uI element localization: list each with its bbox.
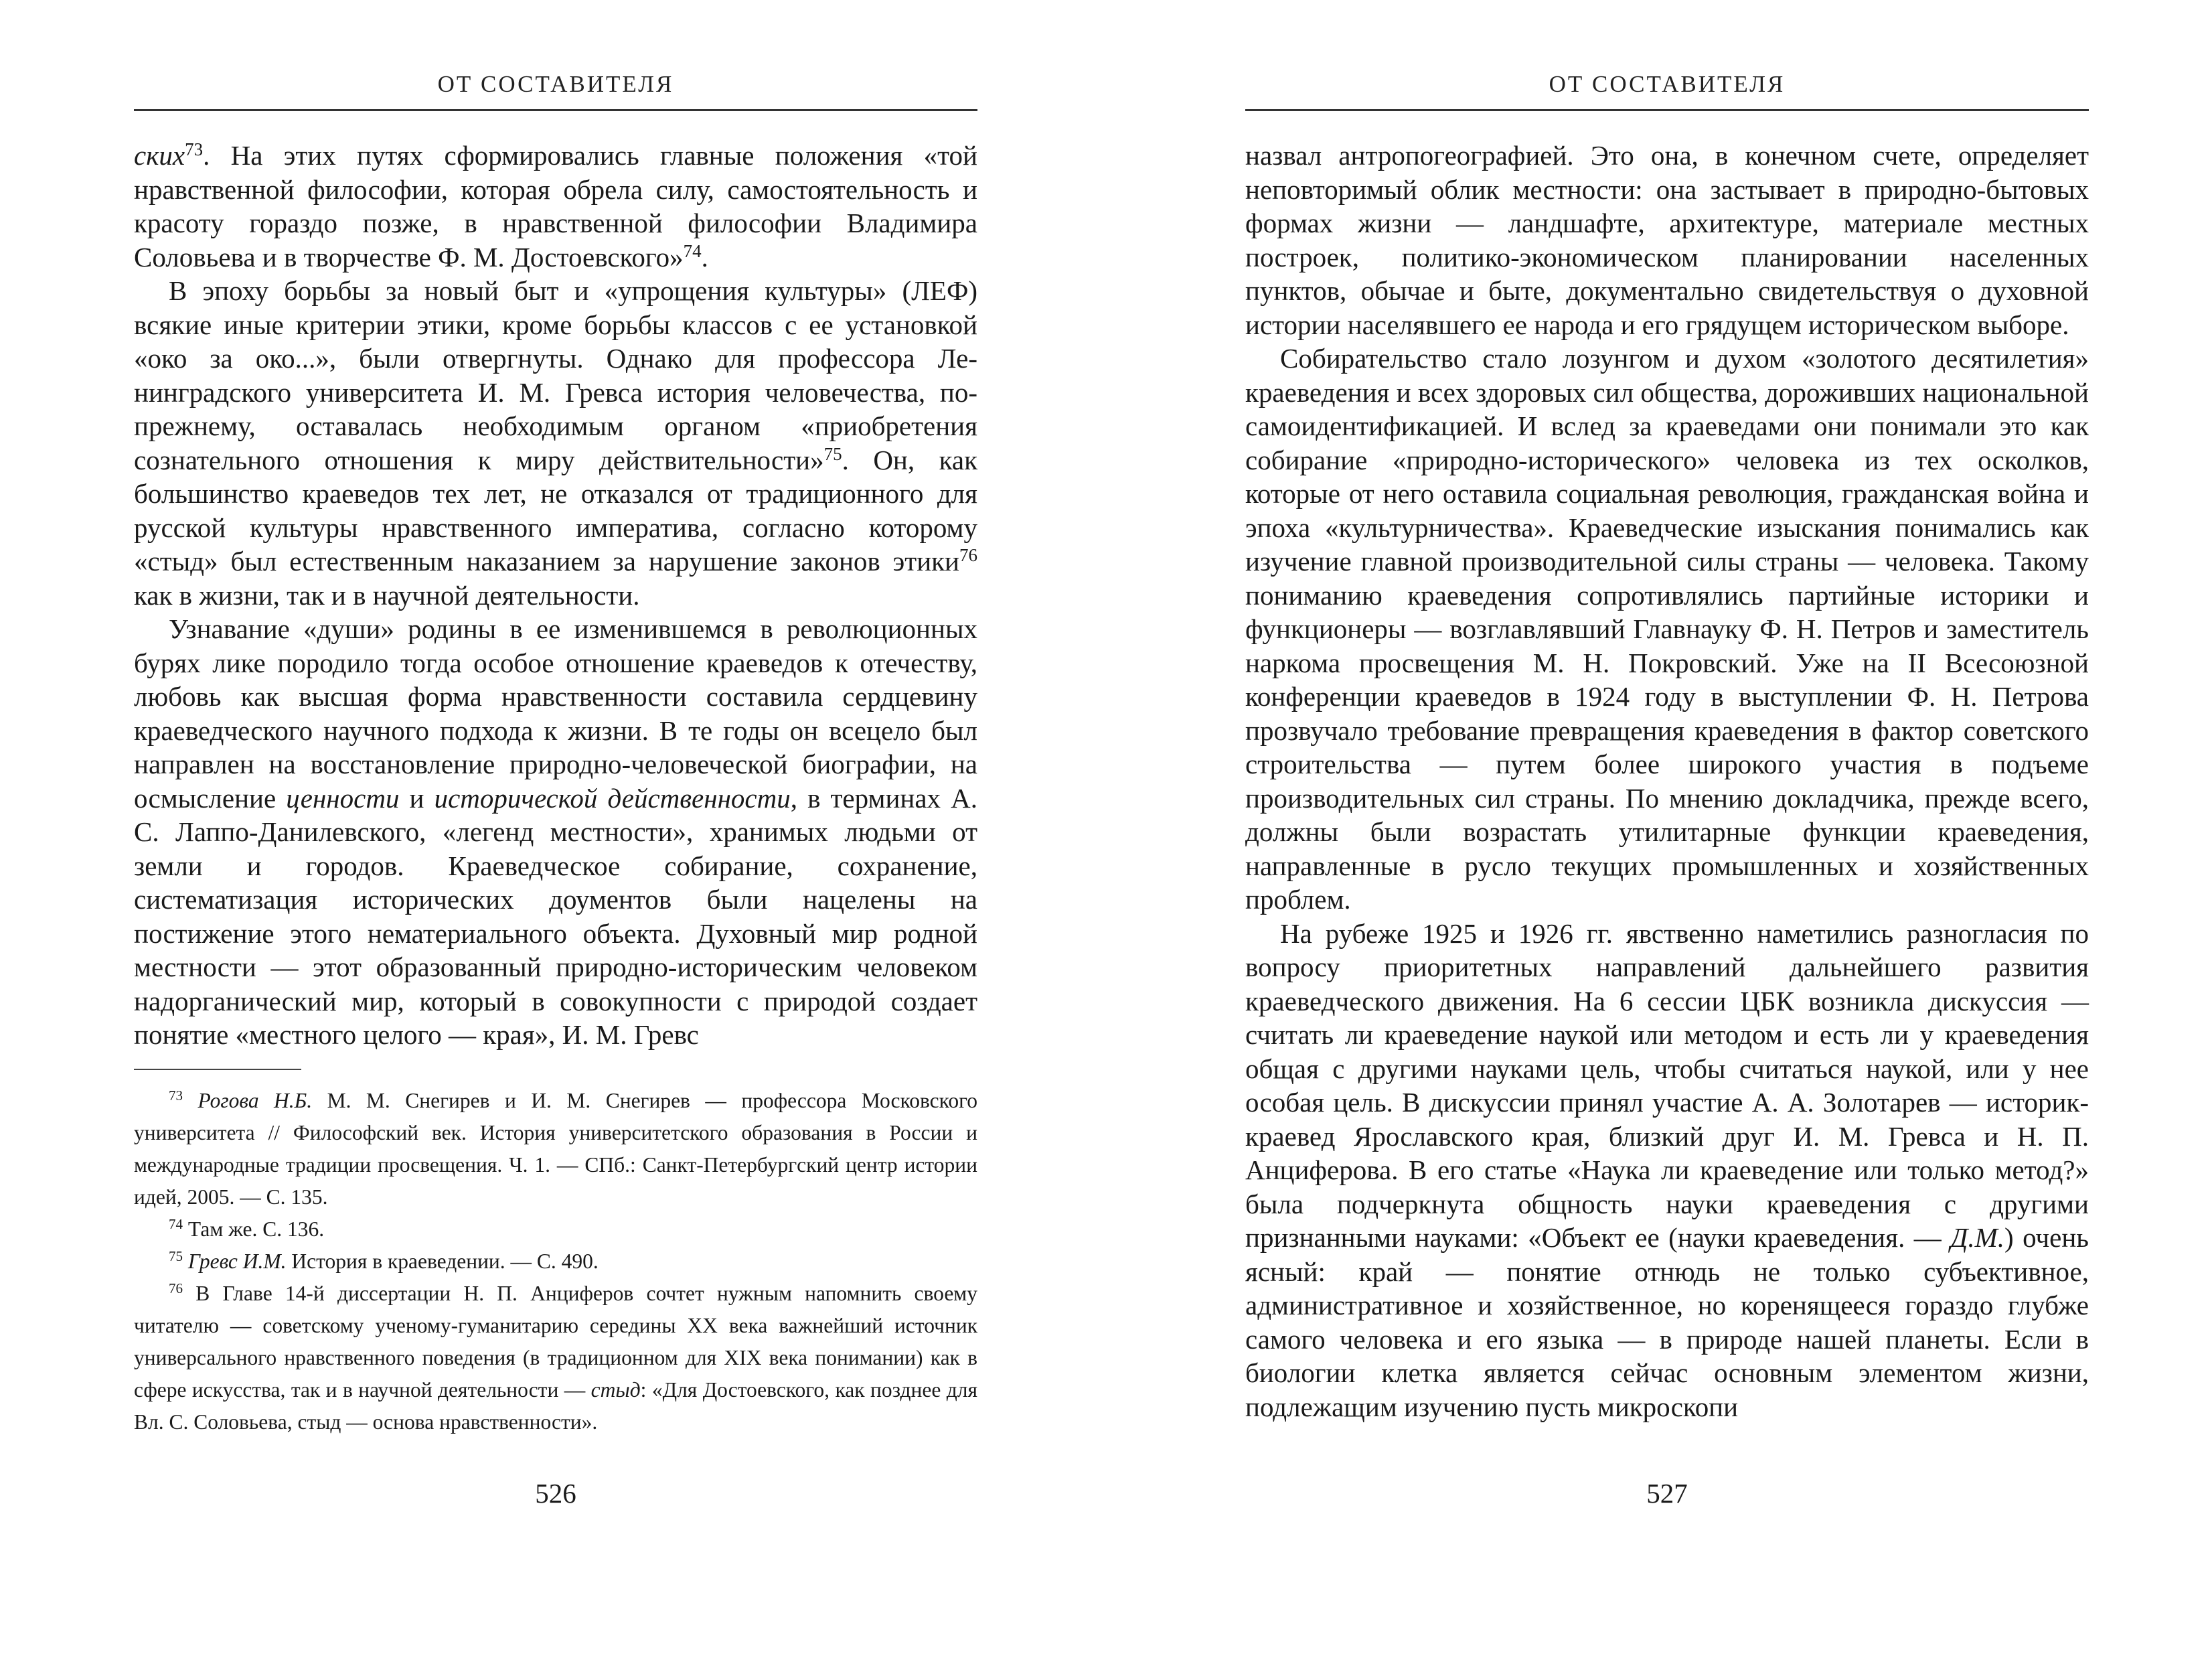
header-rule: [134, 109, 977, 111]
page-number: 526: [535, 1478, 576, 1509]
text-run: На рубеже 1925 и 1926 гг. явственно наметились разногласия по вопросу приоритетных направлений дальнейшего развития краеведческого движения. На 6 сессии ЦБК возникла дискуссия — считать ли краеведение наукой или методом и есть ли у краеведения общая с другими науками цель, чтобы считаться наукой, или у нее особая цель. В дискуссии принял участие А. А. Золотарев — историк-краевед Ярославского края, близкий друг И. М. Гревса и Н. П. Анциферова. В его статье «Наука ли краеведение или только метод?» была подчеркнута общность науки краеведения с другими признанными науками: «Объект ее (науки краеведения. —: [1245, 917, 2089, 1253]
paragraph: [134, 274, 977, 612]
paragraph: назвал антропогеографией. Это она, в конечном счете, определяет неповторимый облик местности: она застывает в природно-бытовых формах жизни — ландшафте, архитектуре, материале местных построек, политико-экономическом планировании населенных пунктов, обычае и быте, документально свидетельствуя о духовной истории населявшего ее народа и его грядущем историческом выборе.: [1245, 140, 2089, 340]
text-run: . На этих путях сформировались главные положения «той нравственной философии, которая обрела силу, самостоятельность и красоту гораздо позже, в нравственной философии Владимира Соловьева и в творчестве Ф. М. Достоевского»: [134, 140, 977, 273]
italic-text: Д.М.: [1950, 1222, 2004, 1253]
italic-text: Рогова Н.Б.: [198, 1089, 313, 1112]
left-page: [134, 0, 977, 1660]
footnote-ref: 76: [959, 545, 977, 565]
page-number: 527: [1646, 1478, 1688, 1509]
paragraph: [134, 612, 977, 1052]
text-run: , в терминах А. С. Лаппо-Данилевского, «легенд местности», хранимых людьми от земли и городов. Краеведческое собирание, сохранение, систематизация исторических доументов были нацелены на постижение этого нематериального объекта. Духовный мир родной местности — этот образованный природно-историческим человеком надорганический мир, который в совокупности с природой создает понятие «местного целого — края», И. М. Гревс: [134, 782, 977, 1050]
footnote-number: 75: [169, 1248, 183, 1264]
text-run: Там же. С. 136.: [183, 1217, 325, 1241]
footnote: [134, 1213, 977, 1246]
text-run: : «Для Достоевского, как позднее для Вл. С. Соловьева, стыд — основа нравственности».: [134, 1378, 977, 1434]
paragraph: [1245, 917, 2089, 1424]
running-head: ОТ СОСТАВИТЕЛЯ: [1549, 71, 1786, 97]
footnote-rule: [134, 1069, 301, 1070]
footnote-ref: 74: [683, 240, 702, 261]
body-text: [1245, 139, 2089, 1424]
running-head: ОТ СОСТАВИТЕЛЯ: [437, 71, 674, 97]
paragraph: Собирательство стало лозунгом и духом «золотого десятилетия» краеведения и всех здоровых сил общества, дороживших национальной самоидентификацией. И вслед за краеведами они понимали это как собирание «природно-исторического» человека из тех осколков, которые от него оставила социальная революция, гражданская война и эпоха «культурничества». Краеведческие изыскания понимались как изучение главной производительной силы страны — человека. Такому пониманию краеведения сопротивлялись партийные историки и функционеры — возглавлявший Главнауку Ф. Н. Петров и заместитель наркома просвещения М. Н. Покровский. Уже на II Всесоюзной конференции краеведов в 1924 году в выступлении Ф. Н. Петрова прозвучало требование превращения краеведения в фактор советского строительства — путем более широкого участия в подъеме производительных сил страны. По мнению докладчика, прежде всего, должны были возрастать утилитарные функции краеведения, направленные в русло текущих промышленных и хозяйственных проблем.: [1245, 343, 2089, 915]
italic-text: исторической действенности: [434, 782, 791, 814]
text-run: М. М. Снегирев и И. М. Снегирев — профессора Московского университета // Философский век. История университетского образования в России и международные традиции просвещения. Ч. 1. — СПб.: Санкт-Петербургский центр истории идей, 2005. — С. 135.: [134, 1089, 977, 1209]
paragraph: [134, 139, 977, 274]
right-page: [1245, 0, 2089, 1660]
text-run: .: [701, 241, 708, 273]
text-run: как в жизни, так и в научной деятельности.: [134, 579, 640, 611]
italic-text: стыд: [590, 1378, 641, 1402]
italic-text: ценности: [286, 782, 400, 814]
italic-text: Гревс И.М.: [187, 1250, 287, 1273]
footnote-number: 76: [169, 1280, 183, 1296]
text-run: Узнавание «души» родины в ее изменившемся в революционных бурях лике породило тогда особое отношение краеведов к отечеству, любовь как высшая форма нравственности составила сердцевину краеведческого научного подхода к жизни. В те годы он всецело был направлен на восстановление природно-человеческой биографии, на осмысление: [134, 613, 977, 814]
footnote: [134, 1085, 977, 1213]
text-run: и: [399, 782, 434, 814]
body-text: [134, 139, 977, 1052]
footnote: [134, 1246, 977, 1278]
text-run: . Он, как большинство краеведов тех лет, не отказался от традиционного для русской культуры нравственного императива, согласно которому «стыд» был естественным наказанием за нарушение законов этики: [134, 444, 977, 577]
text-run: ) очень ясный: край — понятие отнюдь не только субъективное, административное и хозяйственное, но коренящееся гораздо глубже самого человека и его языка — в природе нашей планеты. Если в биологии клетка является сейчас основным элементом жизни, подлежащим изучению пусть микроскопи: [1245, 1222, 2089, 1422]
italic-text: ских: [134, 140, 185, 171]
footnotes: [134, 1085, 977, 1438]
footnote-ref: 75: [823, 443, 842, 464]
header-rule: [1245, 109, 2089, 111]
text-run: История в краеведении. — С. 490.: [286, 1250, 599, 1273]
footnote-ref: 73: [185, 139, 204, 159]
footnote: [134, 1278, 977, 1438]
text-run: В эпоху борьбы за новый быт и «упрощения культуры» (ЛЕФ) всякие иные критерии этики, кроме борьбы классов с ее установкой «око за око...», были отвергнуты. Однако для профессора Ленинградского университета И. М. Гревса история человечества, по-прежнему, оставалась необходимым органом «приобретения сознательного отношения к миру действительности»: [134, 275, 977, 475]
text-run: В Главе 14-й диссертации Н. П. Анциферов сочтет нужным напомнить своему читателю — советскому ученому-гуманитарию середины XX века важнейший источник универсального нравственного поведения (в традиционном для XIX века понимании) как в сфере искусства, так и в научной деятельности —: [134, 1282, 977, 1402]
footnote-number: 73: [169, 1087, 183, 1104]
footnote-number: 74: [169, 1216, 183, 1232]
